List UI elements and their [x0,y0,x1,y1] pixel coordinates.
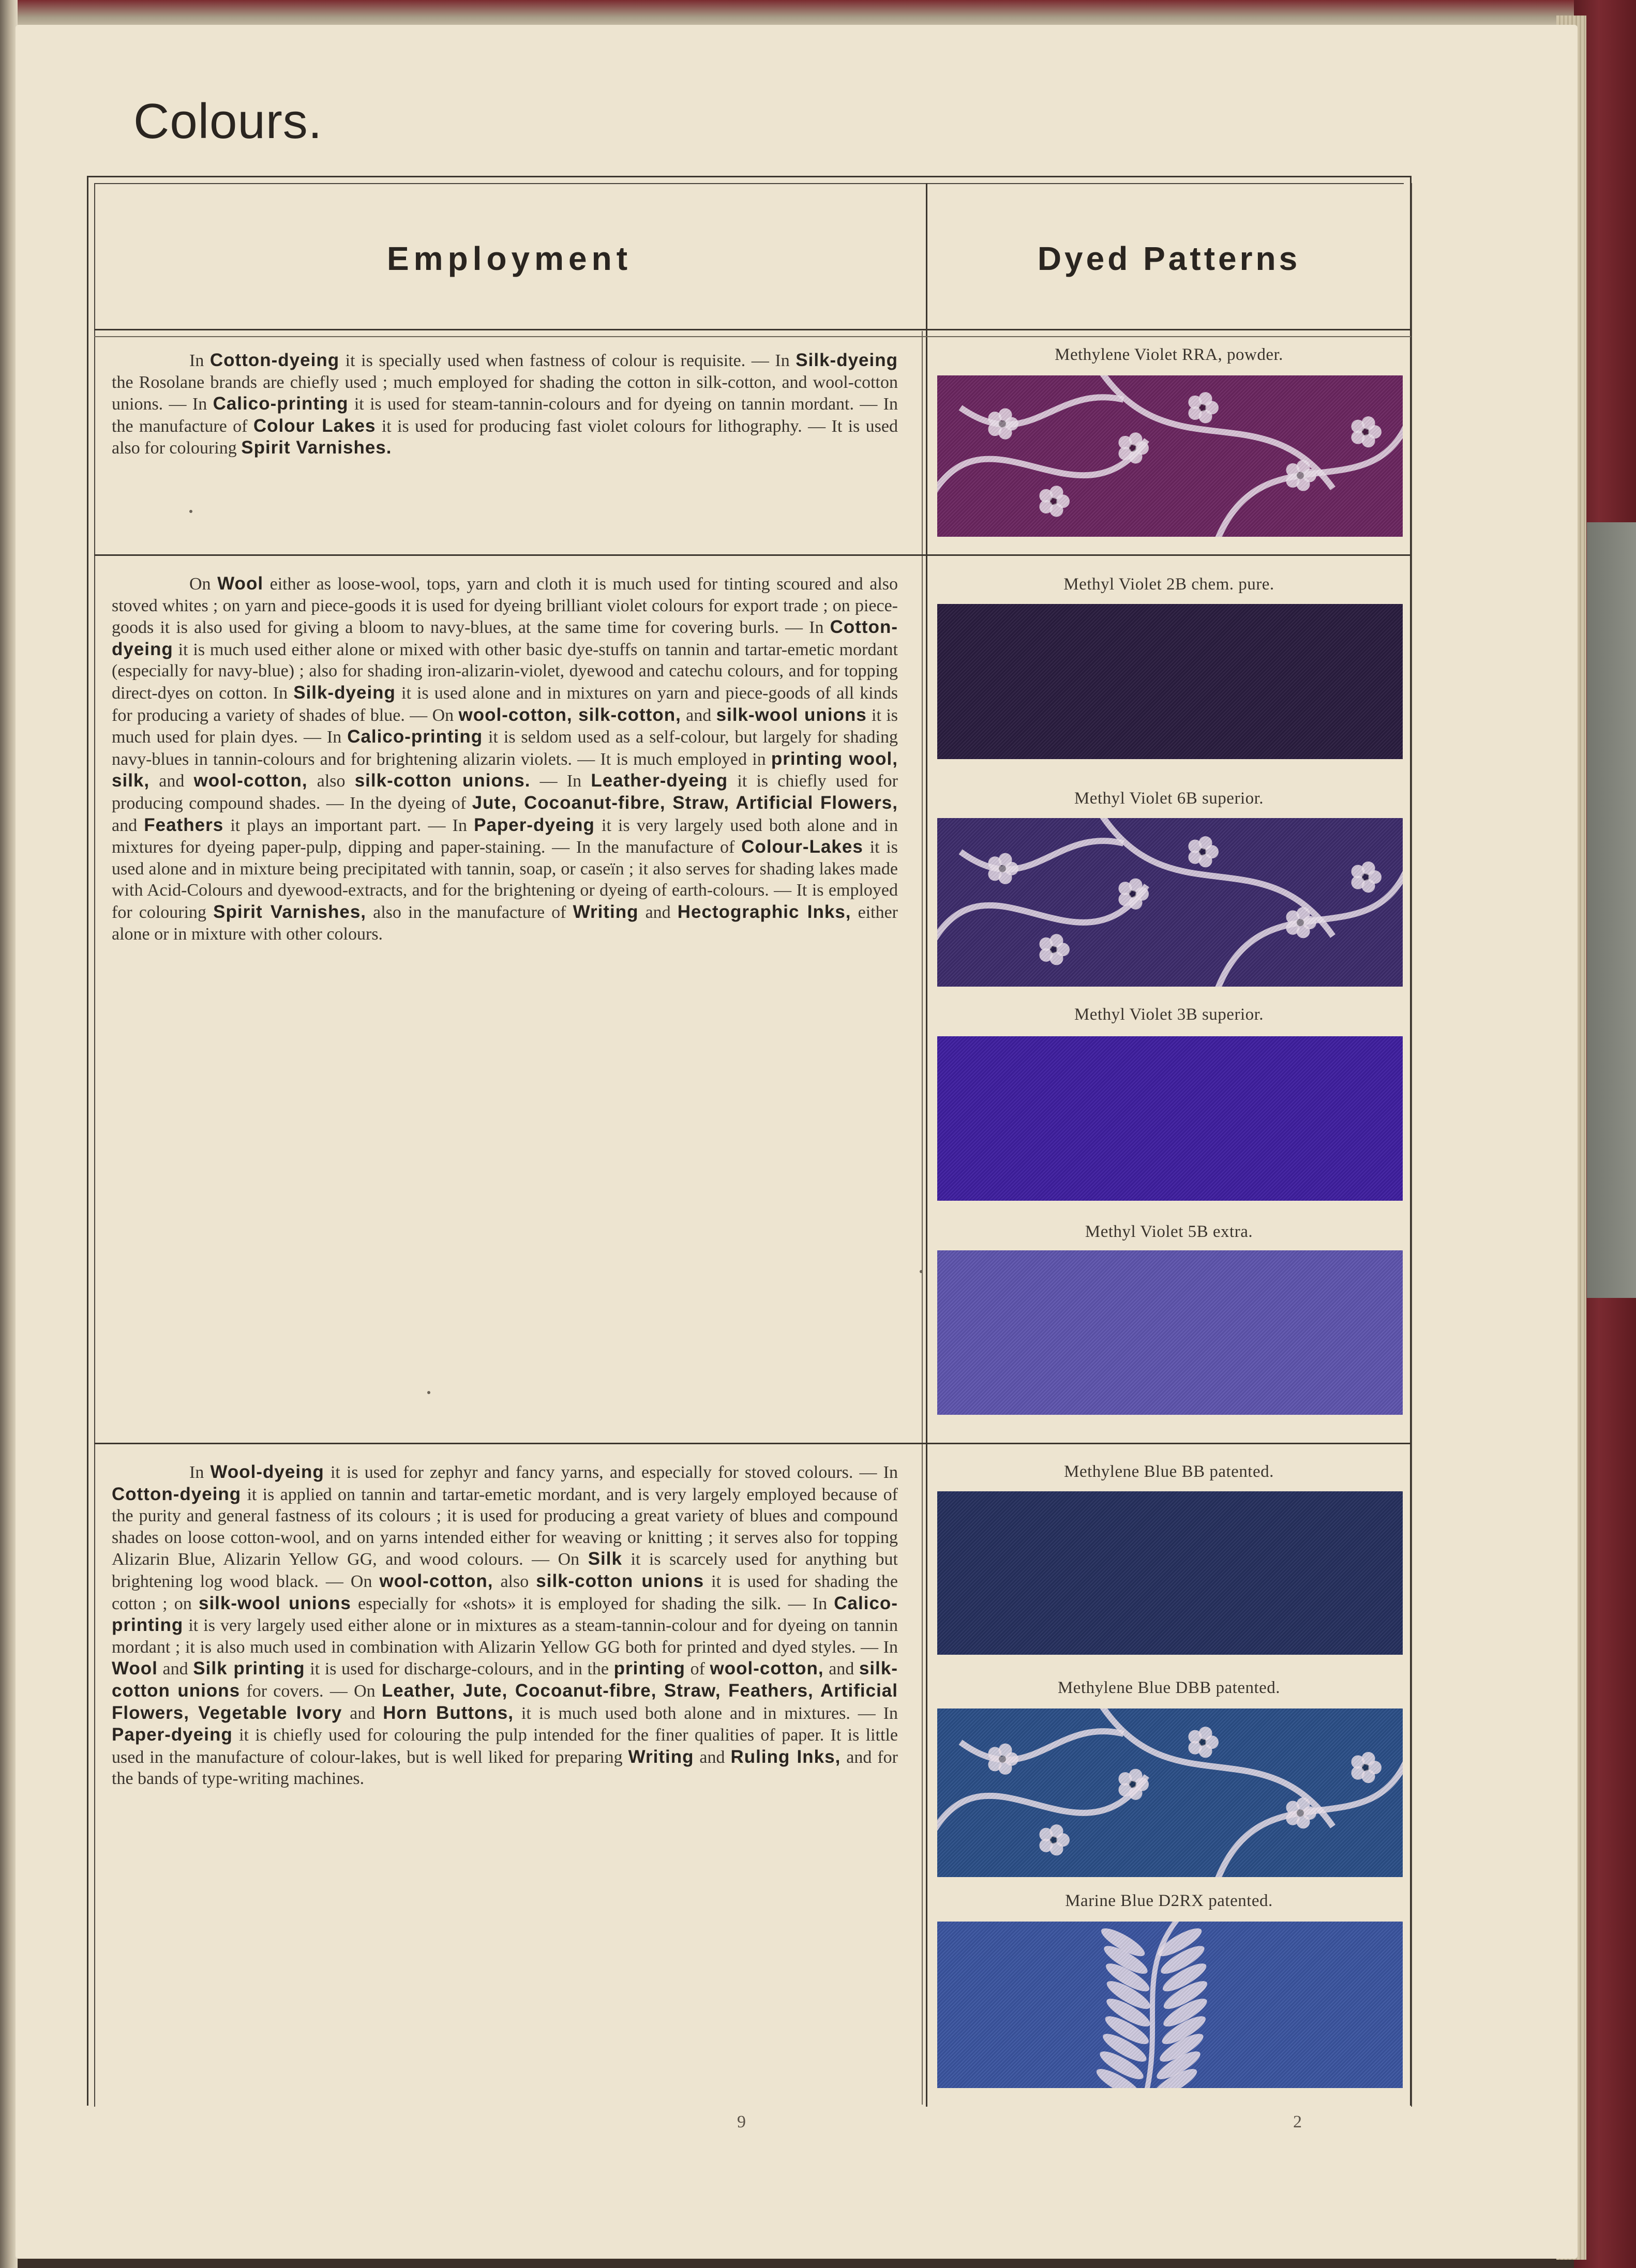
swatch-fabric-art [937,1708,1403,1877]
table-inner-left-rule [94,183,95,2107]
employment-text-methylene-violet: In Cotton-dyeing it is specially used when fastness of colour is requisite. — In Silk-dyeing the Rosolane brands are chiefly used ; much employed for shading the cotton in silk-cotton, and wool-cotton unions. — In Calico-printing it is used for steam-tannin-colours and for dyeing on tannin mordant. — In the manufacture of Colour Lakes it is used for producing fast violet colours for lithography. — It is used also for colouring Spirit Varnishes. [112,350,898,458]
ink-speck [189,510,192,513]
employment-text-methyl-violet: On Wool either as loose-wool, tops, yarn and cloth it is much used for tinting scoured and also stoved whites ; on yarn and piece-goods it is used for dyeing brilliant violet colours for export trade ; on piece-goods it is also used for giving a bloom to navy-blues, at the same time for covering burls. — In Cotton-dyeing it is much used either alone or mixed with other basic dye-stuffs on tannin and tartar-emetic mordant (especially for navy-blue) ; also for shading iron-alizarin-violet, dyewood and catechu colours, and for topping direct-dyes on cotton. In Silk-dyeing it is used alone and in mixtures on yarn and piece-goods of all kinds for producing a variety of shades of blue. — On wool-cotton, silk-cotton, and silk-wool unions it is much used for plain dyes. — In Calico-printing it is seldom used as a self-colour, but largely for shading navy-blues in tannin-colours and for brightening alizarin violets. — It is much employed in printing wool, silk, and wool-cotton, also silk-cotton unions. — In Leather-dyeing it is chiefly used for producing compound shades. — In the dyeing of Jute, Cocoanut-fibre, Straw, Artificial Flowers, and Feathers it plays an important part. — In Paper-dyeing it is very largely used both alone and in mixtures for dyeing paper-pulp, dipping and paper-staining. — In the manufacture of Colour-Lakes it is used alone and in mixture being precipitated with tannin, soap, or caseïn ; it also serves for shading lakes made with Acid-Colours and dyewood-extracts, and for the brightening or dyeing of earth-colours. — It is employed for colouring Spirit Varnishes, also in the manufacture of Writing and Hectographic Inks, either alone or in mixture with other colours. [112,573,898,944]
page-title: Colours. [133,94,323,149]
swatch-fabric-art [937,1922,1403,2088]
ink-speck [920,1270,923,1273]
dyed-patterns-column-header: Dyed Patterns [1037,240,1301,277]
swatch-label-methyl-violet-6b: Methyl Violet 6B superior. [1074,789,1264,808]
swatch-label-marine-blue-d2rx: Marine Blue D2RX patented. [1065,1892,1273,1910]
swatch-fabric-art [937,818,1403,987]
fabric-swatch-methylene-blue-bb [937,1491,1403,1655]
column-divider [926,183,927,2107]
page-number-right: 2 [1293,2112,1302,2131]
table-inner-top-rule [94,183,1404,184]
header-rule [94,329,1411,330]
row-divider-1 [94,554,1411,556]
row-divider-2 [94,1443,1411,1444]
swatch-base-colour [937,375,1403,537]
swatch-label-methyl-violet-3b: Methyl Violet 3B superior. [1074,1005,1264,1024]
swatch-base-colour [937,1250,1403,1415]
swatch-label-methylene-blue-dbb: Methylene Blue DBB patented. [1057,1679,1281,1697]
swatch-base-colour [937,1036,1403,1201]
header-rule-inner [94,336,1411,337]
page-number-left: 9 [737,2112,746,2131]
swatch-label-methylene-violet-rra: Methylene Violet RRA, powder. [1055,345,1283,364]
swatch-fabric-art [937,375,1403,537]
swatch-base-colour [937,818,1403,987]
fabric-swatch-methyl-violet-2b [937,604,1403,759]
fabric-swatch-methylene-violet-rra [937,375,1403,537]
fabric-swatch-marine-blue-d2rx [937,1922,1403,2088]
employment-text-methylene-blue: In Wool-dyeing it is used for zephyr and fancy yarns, and especially for stoved colours. — In Cotton-dyeing it is applied on tannin and tartar-emetic mordant, and is very largely employed because of the purity and general fastness of its colours ; it is used for producing a great variety of blues and compound shades on loose cotton-wool, and on yarns intended either for weaving or knitting ; it serves also for topping Alizarin Blue, Alizarin Yellow GG, and wood colours. — On Silk it is scarcely used for anything but brightening log wood black. — On wool-cotton, also silk-cotton unions it is used for shading the cotton ; on silk-wool unions especially for «shots» it is employed for shading the silk. — In Calico-printing it is very largely used either alone or in mixtures as a steam-tannin-colour and for dyeing on tannin mordant ; it is also much used in combination with Alizarin Yellow GG both for printed and dyed styles. — In Wool and Silk printing it is used for discharge-colours, and in the printing of wool-cotton, and silk-cotton unions for covers. — On Leather, Jute, Cocoanut-fibre, Straw, Feathers, Artificial Flowers, Vegetable Ivory and Horn Buttons, it is much used both alone and in mixtures. — In Paper-dyeing it is chiefly used for colouring the pulp intended for the finer qualities of paper. It is little used in the manufacture of colour-lakes, but is well liked for preparing Writing and Ruling Inks, and for the bands of type-writing machines. [112,1462,898,1789]
table-inner-right-rule [1411,183,1412,2107]
swatch-label-methylene-blue-bb: Methylene Blue BB patented. [1064,1462,1274,1481]
fabric-swatch-methyl-violet-5b [937,1250,1403,1415]
column-divider-inner [922,331,923,2105]
swatch-fabric-art [937,1250,1403,1415]
swatch-base-colour [937,604,1403,759]
swatch-fabric-art [937,1036,1403,1201]
swatch-label-methyl-violet-2b: Methyl Violet 2B chem. pure. [1063,575,1274,594]
gutter-shadow [0,0,18,2268]
swatch-base-colour [937,1708,1403,1877]
swatch-label-methyl-violet-5b: Methyl Violet 5B extra. [1085,1222,1253,1241]
fabric-swatch-methylene-blue-dbb [937,1708,1403,1877]
cover-grey-patch [1587,522,1636,1298]
swatch-fabric-art [937,1491,1403,1655]
swatch-fabric-art [937,604,1403,759]
ink-speck [427,1391,430,1394]
employment-column-header: Employment [386,240,633,277]
fabric-swatch-methyl-violet-3b [937,1036,1403,1201]
swatch-base-colour [937,1491,1403,1655]
fabric-swatch-methyl-violet-6b [937,818,1403,987]
